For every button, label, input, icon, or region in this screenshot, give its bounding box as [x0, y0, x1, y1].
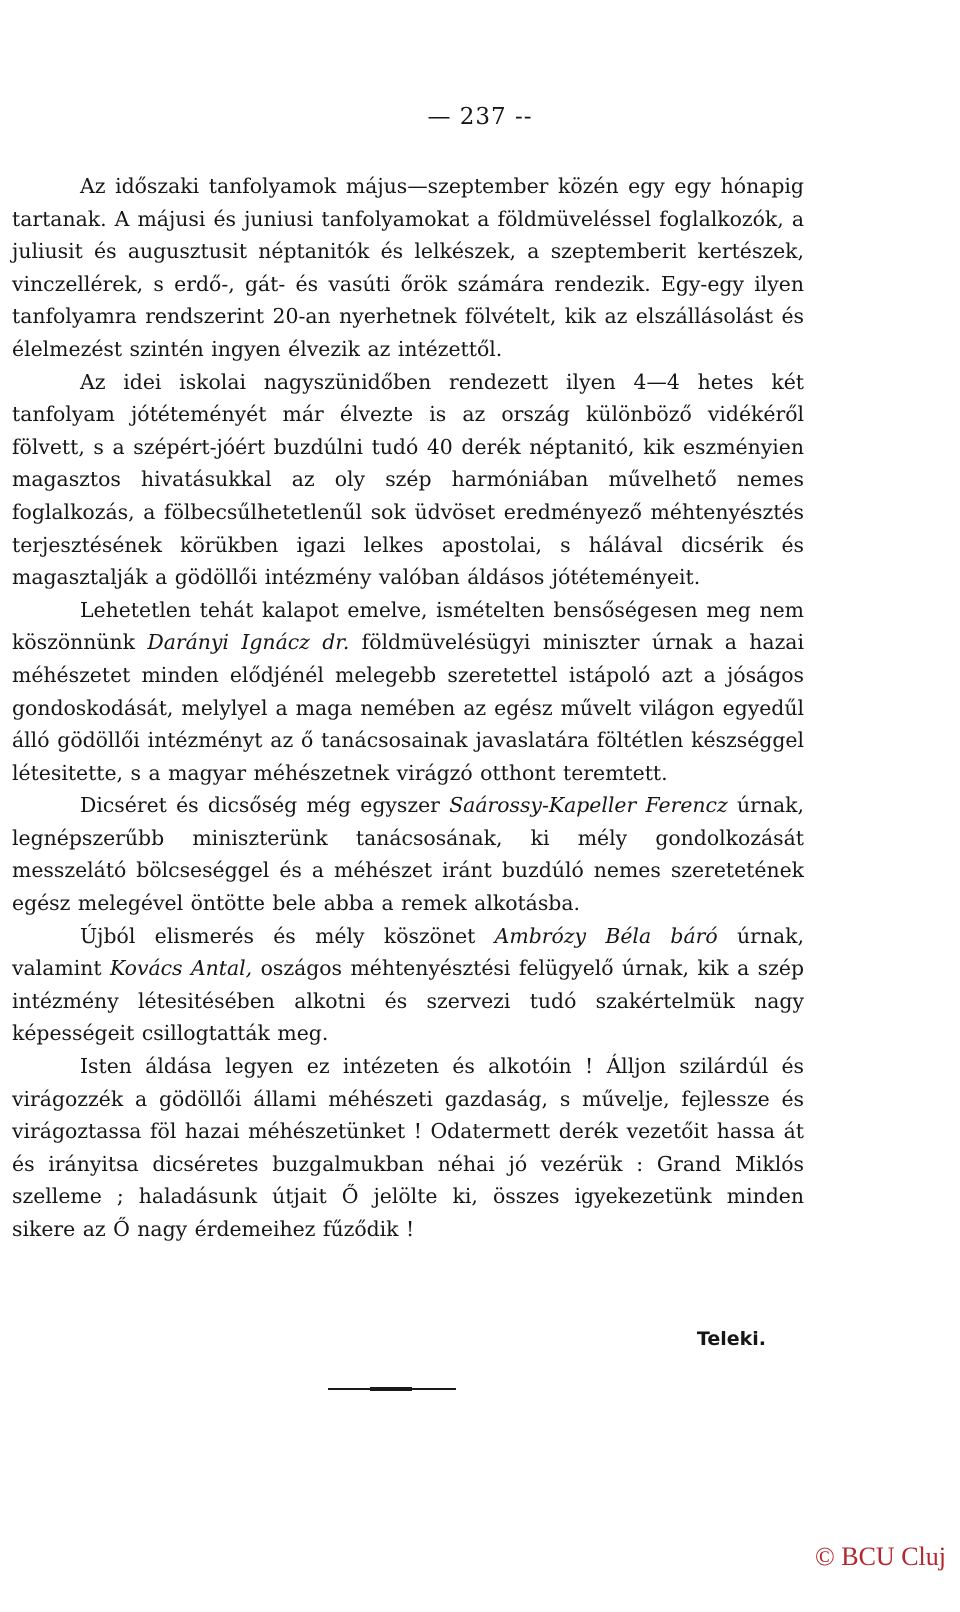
- person-name: Darányi Ignácz dr.: [147, 630, 350, 655]
- library-watermark: © BCU Cluj: [814, 1542, 946, 1571]
- text-run: földmüvelésügyi miniszter úrnak a hazai méhészetet minden elődjénél melegebb szeretettel istápoló azt a jóságos gondoskodását, melylyel a maga nemében az egész művelt világon egyedűl álló gödöllői intézményt az ő tanácsosainak javaslatára föltétlen készséggel létesitette, s a magyar méhészetnek virágzó otthont teremtett.: [12, 630, 804, 785]
- paragraph-thanks-minister: [12, 594, 804, 790]
- paragraph-summer-courses: Az idei iskolai nagyszünidőben rendezett ilyen 4—4 hetes két tanfolyam jótéteményét már élvezte is az ország különböző vidékéről fölvett, s a szépért-jóért buzdúlni tudó 40 derék néptanitó, kik eszményien magasztos hivatásukkal az oly szép harmóniában művelhető nemes foglalkozás, a fölbecsűlhetetlenűl sok üdvöset eredményező méhtenyésztés terjesztésének körükben igazi lelkes apostolai, s hálával dicsérik és magasztalják a gödöllői intézmény valóban áldásos jótéteményeit.: [12, 369, 804, 590]
- paragraph-blessing: Isten áldása legyen ez intézeten és alkotóin ! Álljon szilárdúl és virágozzék a gödöllői állami méhészeti gazdaság, s művelje, fejlessze és virágoztassa föl hazai méhészetünket ! Odatermett derék vezetőit hassa át és irányitsa dicséretes buzgalmukban néhai jó vezérük : Grand Miklós szelleme ; haladásunk útjait Ő jelölte ki, összes igyekezetünk minden sikere az Ő nagy érdemeihez fűződik !: [12, 1054, 804, 1241]
- divider-center-bar: [370, 1387, 412, 1391]
- person-name: Ambrózy Béla báró: [494, 923, 718, 948]
- person-name: Saárossy-Kapeller Ferencz: [449, 793, 728, 818]
- page-number: — 237 --: [427, 104, 533, 130]
- section-divider: [328, 1388, 456, 1390]
- text-run: Lehetetlen tehát kalapot emelve, ismételten bensőségesen meg nem köszönnünk: [12, 597, 804, 655]
- text-run: úrnak, legnépszerűbb miniszterünk tanácsosának, ki mély gondolkozását messzelátó bölcseséggel és a méhészet iránt buzdúló nemes szeretetének egész melegével öntötte bele abba a remek alkotásba.: [12, 793, 804, 916]
- paragraph-praise-counsellor: [12, 789, 804, 919]
- text-run: oszágos méhtenyésztési felügyelő úrnak, kik a szép intézmény létesitésében alkotni és szervezi tudó szakértelmük nagy képességeit csillogtatták meg.: [12, 956, 805, 1046]
- signature: Teleki.: [696, 1328, 766, 1350]
- text-run: Újból elismerés és mély köszönet: [80, 923, 495, 948]
- body-text: [12, 170, 804, 1246]
- text-run: úrnak, valamint: [12, 923, 804, 981]
- person-name: Kovács Antal,: [109, 956, 253, 981]
- text-run: Dicséret és dicsőség még egyszer: [80, 793, 450, 818]
- paragraph-courses: Az időszaki tanfolyamok május—szeptember közén egy egy hónapig tartanak. A májusi és juniusi tanfolyamokat a földmüveléssel foglalkozók, a juliusit és augusztusit néptanitók és lelkészek, a szeptemberit kertészek, vinczellérek, s erdő-, gát- és vasúti őrök számára rendezik. Egy-egy ilyen tanfolyamra rendszerint 20-an nyerhetnek fölvételt, kik az elszállásolást és élelmezést szintén ingyen élvezik az intézettől.: [12, 174, 804, 361]
- paragraph-acknowledgement: [12, 920, 804, 1050]
